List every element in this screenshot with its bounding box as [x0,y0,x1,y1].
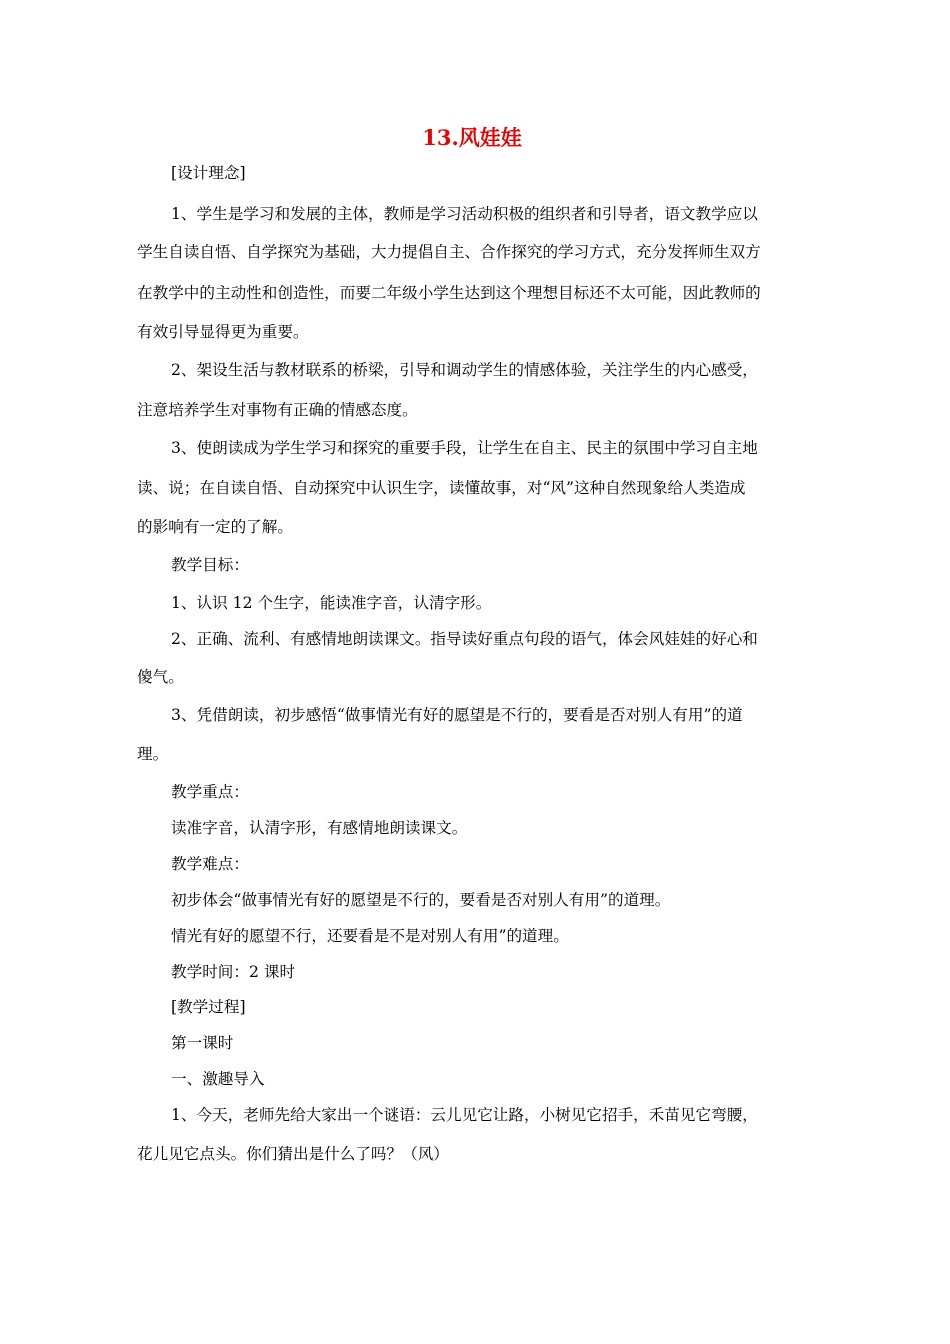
paragraph-line: 花儿见它点头。你们猜出是什么了吗？（风） [137,1145,449,1163]
paragraph-line: 2、正确、流利、有感情地朗读课文。指导读好重点句段的语气，体会风娃娃的好心和 [171,630,758,648]
paragraph-line: 有效引导显得更为重要。 [137,323,309,341]
section-heading-teaching-process: [教学过程] [171,998,246,1016]
paragraph-line: 的影响有一定的了解。 [137,518,293,536]
paragraph-line: 傻气。 [137,668,184,686]
section-heading-key-points: 教学重点： [171,783,249,801]
document-title: 13.风娃娃 [422,125,522,150]
paragraph-line: 1、认识 12 个生字，能读准字音，认清字形。 [171,594,492,612]
section-heading-teaching-goals: 教学目标： [171,556,249,574]
paragraph-line: 1、学生是学习和发展的主体，教师是学习活动积极的组织者和引导者，语文教学应以 [171,205,758,223]
paragraph-line: 学生自读自悟、自学探究为基础，大力提倡自主、合作探究的学习方式，充分发挥师生双方 [137,243,761,261]
paragraph-line: 读、说；在自读自悟、自动探究中认识生字，读懂故事，对“风”这种自然现象给人类造成 [137,479,746,497]
paragraph-line: 1、今天，老师先给大家出一个谜语：云儿见它让路，小树见它招手，禾苗见它弯腰， [171,1106,758,1124]
paragraph-line: 3、凭借朗读，初步感悟“做事情光有好的愿望是不行的，要看是否对别人有用”的道 [171,706,743,724]
paragraph-line: 初步体会“做事情光有好的愿望是不行的，要看是否对别人有用”的道理。 [171,891,671,909]
paragraph-line: 理。 [137,745,169,763]
section-heading-intro: 一、激趣导入 [171,1070,265,1088]
paragraph-line: 读准字音，认清字形，有感情地朗读课文。 [171,819,468,837]
section-heading-design-concept: [设计理念] [171,164,246,182]
paragraph-line: 3、使朗读成为学生学习和探究的重要手段，让学生在自主、民主的氛围中学习自主地 [171,439,758,457]
section-heading-difficulties: 教学难点： [171,855,249,873]
paragraph-line: 2、架设生活与教材联系的桥梁，引导和调动学生的情感体验，关注学生的内心感受， [171,361,758,379]
paragraph-line: 在教学中的主动性和创造性，而要二年级小学生达到这个理想目标还不太可能，因此教师的 [137,284,761,302]
paragraph-line: 情光有好的愿望不行，还要看是不是对别人有用”的道理。 [171,927,569,945]
section-heading-first-lesson: 第一课时 [171,1034,234,1052]
paragraph-line: 注意培养学生对事物有正确的情感态度。 [137,401,418,419]
paragraph-line: 教学时间：2 课时 [171,963,296,981]
